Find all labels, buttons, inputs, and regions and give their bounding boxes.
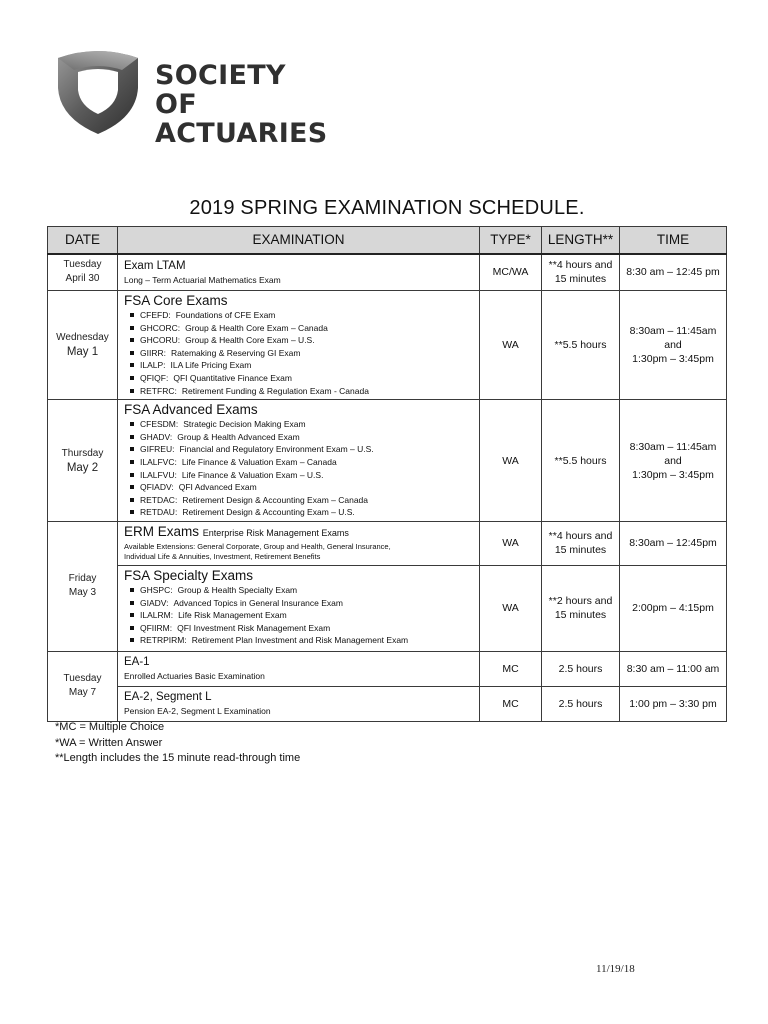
exam-code-description: QFI Quantitative Finance Exam [173, 372, 292, 383]
org-name [155, 61, 332, 148]
table-row [48, 565, 727, 651]
exam-code-description: Foundations of CFE Exam [175, 310, 276, 320]
exam-code-description: Life Finance & Valuation Exam – Canada [181, 456, 337, 467]
exam-code: ILALP: [140, 360, 166, 371]
soa-logo [52, 44, 332, 149]
time-line: 1:30pm – 3:45pm [632, 353, 714, 366]
footnotes [55, 720, 300, 767]
table-row [48, 291, 727, 400]
day-label: Friday [68, 573, 97, 585]
exam-code-description: Strategic Decision Making Exam [183, 419, 306, 430]
length-cell [542, 254, 620, 291]
length-line: 15 minutes [554, 544, 607, 557]
list-item [130, 609, 473, 622]
exam-code: QFIQF: [140, 372, 169, 383]
exam-code: ILALRM: [140, 610, 174, 621]
type-cell: WA [480, 565, 542, 651]
exam-name: EA-2, Segment L [124, 691, 212, 704]
footer-date: 11/19/18 [596, 963, 635, 975]
exam-code-description: QFI Advanced Exam [178, 482, 257, 493]
exam-code-description: Advanced Topics in General Insurance Exam [173, 597, 343, 608]
exam-name: Exam LTAM [124, 259, 186, 272]
org-name-line1: SOCIETY OF [155, 60, 286, 120]
exam-description: Pension EA-2, Segment L Examination [124, 706, 271, 717]
exam-code-description: Group & Health Specialty Exam [177, 584, 298, 595]
header-row [48, 227, 727, 254]
exam-code: RETDAC: [140, 494, 178, 505]
exam-code: GHCORC: [140, 322, 181, 333]
date-cell [48, 651, 118, 721]
header-length: LENGTH** [542, 227, 620, 254]
table-row [48, 686, 727, 721]
exam-code: QFIADV: [140, 482, 174, 493]
exam-code: CFESDM: [140, 419, 179, 430]
day-label: Tuesday [63, 259, 102, 271]
date-label: May 3 [68, 587, 97, 599]
header-date: DATE [48, 227, 118, 254]
day-label: Wednesday [56, 332, 109, 344]
date-cell [48, 254, 118, 291]
exam-cell [118, 291, 480, 400]
exam-description: Long – Term Actuarial Mathematics Exam [124, 274, 281, 285]
exam-code: RETDAU: [140, 507, 178, 518]
length-line: 15 minutes [554, 273, 607, 286]
exam-subtitle: Enterprise Risk Management Exams [202, 527, 349, 538]
time-line: 8:30am – 11:45am [629, 440, 717, 453]
header-time: TIME [620, 227, 727, 254]
exam-cell [118, 400, 480, 522]
list-item [130, 597, 473, 610]
time-cell: 8:30 am – 11:00 am [620, 651, 727, 686]
time-cell: 8:30 am – 12:45 pm [620, 254, 727, 291]
time-line: 8:30am – 11:45am [629, 325, 717, 338]
footnote-wa: *WA = Written Answer [55, 736, 163, 749]
exam-code: QFIIRM: [140, 622, 173, 633]
time-cell: 8:30am – 12:45pm [620, 521, 727, 565]
time-line: and [664, 454, 682, 467]
exam-cell [118, 565, 480, 651]
exam-name: ERM Exams [124, 523, 200, 539]
date-label: April 30 [65, 273, 100, 285]
exam-code-list [124, 584, 473, 647]
exam-description: Individual Life & Annuities, Investment, Retirement Benefits [124, 552, 321, 562]
list-item [130, 372, 473, 385]
date-cell [48, 291, 118, 400]
exam-name: FSA Specialty Exams [124, 567, 254, 583]
exam-code: ILALFVU: [140, 469, 177, 480]
exam-code-description: Retirement Funding & Regulation Exam - Canada [181, 385, 369, 396]
time-line: and [664, 339, 682, 352]
list-item [130, 443, 473, 456]
time-cell [620, 400, 727, 522]
footnote-length: **Length includes the 15 minute read-through time [55, 752, 301, 764]
date-label: May 7 [68, 687, 97, 699]
date-label: May 1 [66, 346, 99, 359]
time-cell: 1:00 pm – 3:30 pm [620, 686, 727, 721]
time-cell [620, 291, 727, 400]
length-cell [542, 565, 620, 651]
exam-code-description: Group & Health Core Exam – U.S. [185, 335, 315, 346]
exam-name: EA-1 [124, 656, 150, 669]
footnote-mc: *MC = Multiple Choice [55, 721, 165, 733]
date-label: May 2 [66, 461, 99, 474]
time-line: 1:30pm – 3:45pm [632, 468, 714, 481]
list-item [130, 322, 473, 335]
exam-cell [118, 686, 480, 721]
date-cell [48, 521, 118, 651]
list-item [130, 359, 473, 372]
exam-code: GHCORU: [140, 335, 181, 346]
exam-code-description: Retirement Design & Accounting Exam – Canada [182, 494, 368, 505]
list-item [130, 334, 473, 347]
table-row [48, 400, 727, 522]
exam-code-list [124, 418, 473, 519]
exam-code-list [124, 309, 473, 397]
shield-logo-icon [52, 44, 144, 136]
type-cell: MC/WA [480, 254, 542, 291]
exam-description: Available Extensions: General Corporate, Group and Health, General Insurance, [124, 541, 391, 551]
length-line: 15 minutes [554, 609, 607, 622]
length-cell: **5.5 hours [542, 400, 620, 522]
exam-code: GHADV: [140, 431, 173, 442]
org-name-line2: ACTUARIES [155, 118, 328, 149]
list-item [130, 418, 473, 431]
list-item [130, 584, 473, 597]
length-cell: **5.5 hours [542, 291, 620, 400]
exam-code-description: ILA Life Pricing Exam [170, 360, 252, 371]
length-line: **4 hours and [548, 530, 613, 543]
header-examination: EXAMINATION [118, 227, 480, 254]
list-item [130, 469, 473, 482]
exam-cell [118, 521, 480, 565]
exam-name: FSA Advanced Exams [124, 402, 258, 418]
day-label: Tuesday [63, 673, 102, 685]
exam-code-description: Group & Health Core Exam – Canada [185, 322, 328, 333]
exam-code: RETFRC: [140, 385, 177, 396]
length-line: **2 hours and [548, 595, 613, 608]
exam-code-description: Retirement Design & Accounting Exam – U.S. [182, 507, 355, 518]
exam-code-description: Life Finance & Valuation Exam – U.S. [181, 469, 324, 480]
list-item [130, 494, 473, 507]
length-cell: 2.5 hours [542, 686, 620, 721]
exam-code-description: Financial and Regulatory Environment Exam – U.S. [179, 444, 374, 455]
exam-cell [118, 254, 480, 291]
exam-code: CFEFD: [140, 310, 171, 320]
type-cell: WA [480, 291, 542, 400]
exam-code: GIIRR: [140, 347, 166, 358]
length-cell: 2.5 hours [542, 651, 620, 686]
exam-code-description: QFI Investment Risk Management Exam [177, 622, 331, 633]
exam-description: Enrolled Actuaries Basic Examination [124, 671, 265, 682]
exam-code-description: Ratemaking & Reserving GI Exam [170, 347, 301, 358]
date-cell [48, 400, 118, 522]
table-row [48, 521, 727, 565]
type-cell: WA [480, 400, 542, 522]
exam-code-description: Life Risk Management Exam [178, 610, 287, 621]
list-item [130, 622, 473, 635]
exam-code: ILALFVC: [140, 456, 177, 467]
exam-code-description: Group & Health Advanced Exam [177, 431, 300, 442]
exam-code: GHSPC: [140, 584, 173, 595]
list-item [130, 481, 473, 494]
list-item [130, 347, 473, 360]
table-row [48, 254, 727, 291]
exam-name: FSA Core Exams [124, 293, 228, 308]
list-item [130, 456, 473, 469]
day-label: Thursday [61, 447, 104, 459]
list-item [130, 506, 473, 519]
list-item [130, 634, 473, 647]
exam-code: GIADV: [140, 597, 169, 608]
type-cell: WA [480, 521, 542, 565]
time-cell: 2:00pm – 4:15pm [620, 565, 727, 651]
list-item [130, 385, 473, 398]
exam-cell [118, 651, 480, 686]
schedule-table [47, 226, 727, 722]
header-type: TYPE* [480, 227, 542, 254]
exam-name-line [124, 523, 473, 542]
list-item [130, 431, 473, 444]
type-cell: MC [480, 686, 542, 721]
exam-code-description: Retirement Plan Investment and Risk Management Exam [191, 635, 409, 646]
exam-code: GIFREU: [140, 444, 175, 455]
table-row [48, 651, 727, 686]
type-cell: MC [480, 651, 542, 686]
page-title: 2019 SPRING EXAMINATION SCHEDULE. [189, 197, 585, 219]
exam-code: RETRPIRM: [140, 635, 187, 646]
list-item [130, 309, 473, 322]
length-cell [542, 521, 620, 565]
length-line: **4 hours and [548, 259, 613, 272]
